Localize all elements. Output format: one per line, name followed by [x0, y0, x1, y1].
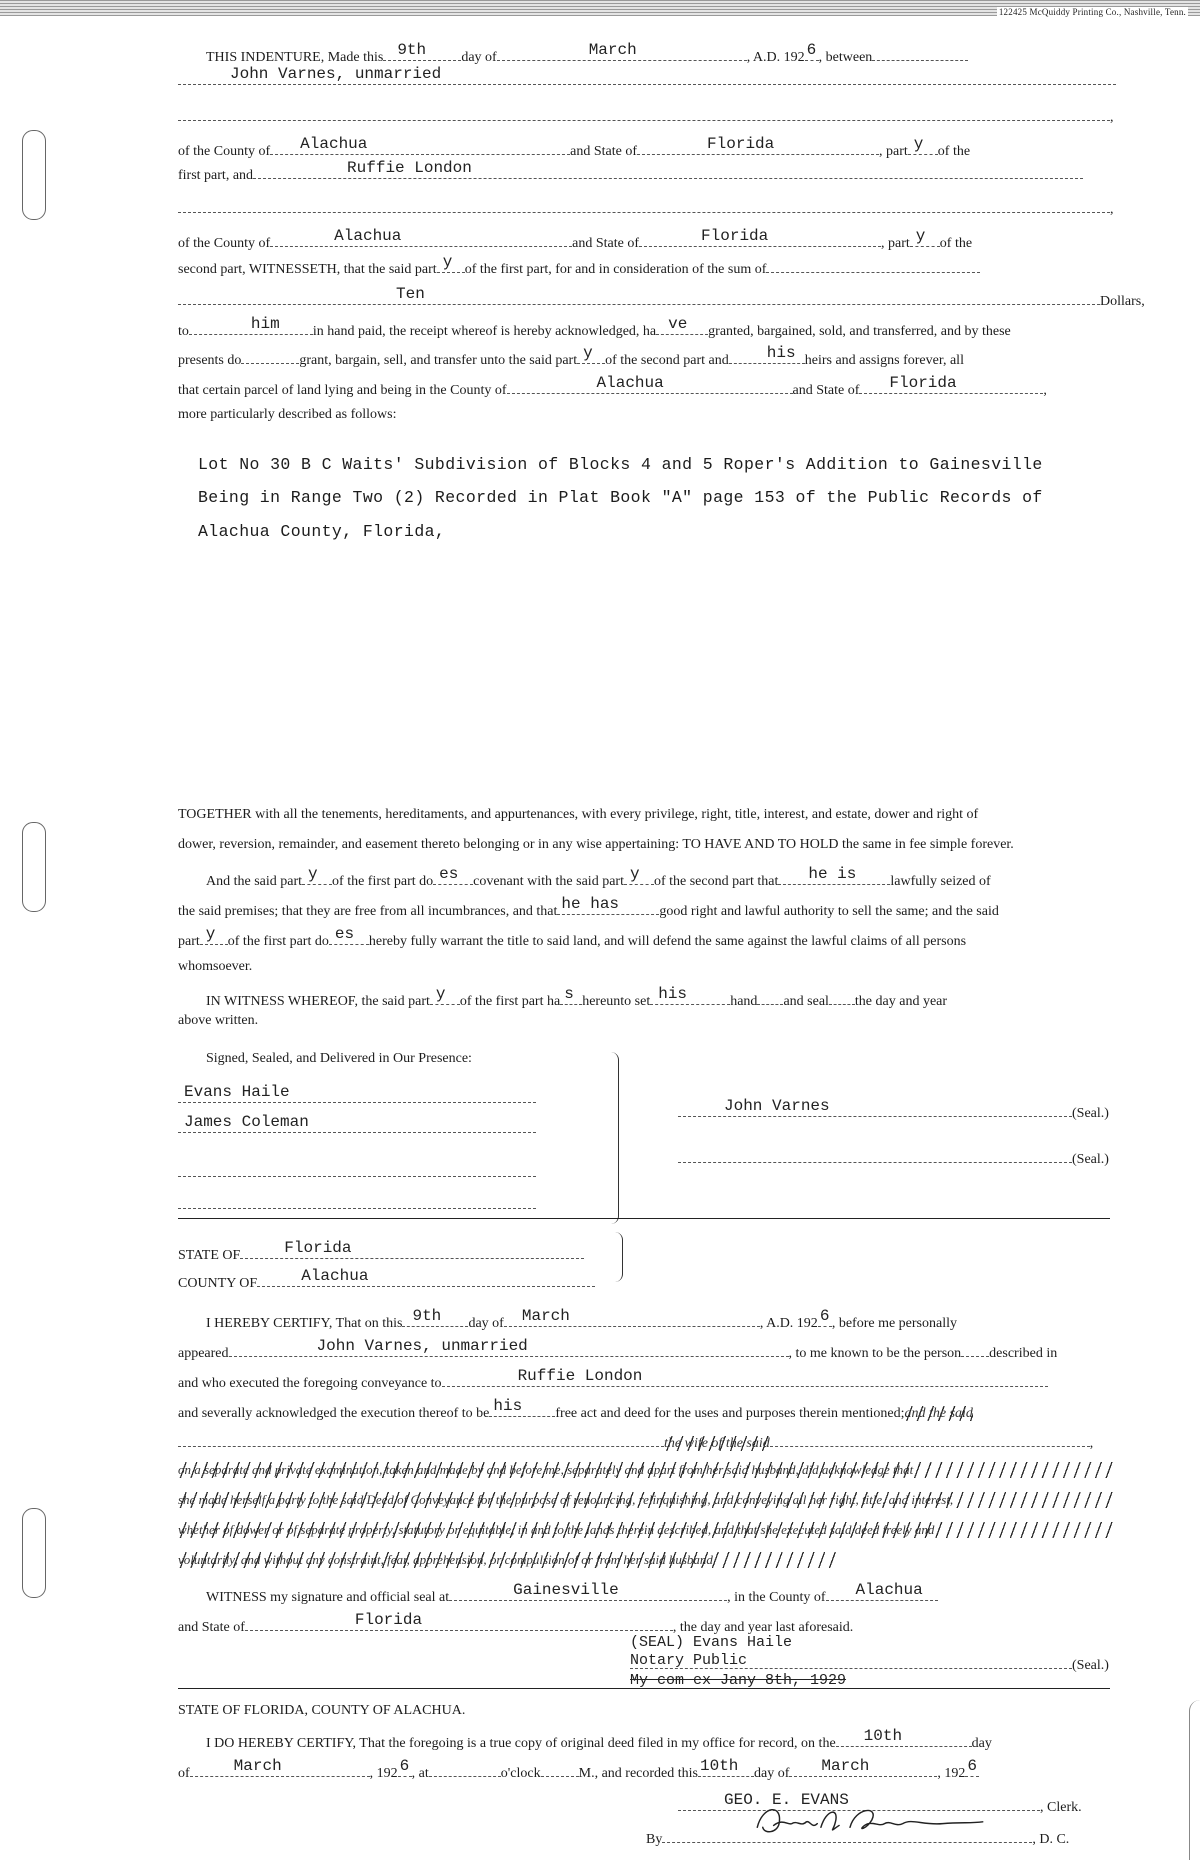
certify-text: I HEREBY CERTIFY, That on this	[206, 1316, 403, 1331]
premises-text: the said premises; that they are free from all incumbrances, and that	[178, 904, 558, 919]
record-day2: 10th	[699, 1757, 739, 1775]
grantee-line	[178, 159, 1083, 183]
of-the-label: of the	[939, 236, 973, 251]
appeared-line	[178, 1337, 1058, 1361]
record-heading: STATE OF FLORIDA, COUNTY OF ALACHUA.	[178, 1703, 466, 1718]
by-label: By	[646, 1832, 663, 1847]
indenture-label: THIS INDENTURE, Made this	[206, 50, 384, 65]
and-state-label: and State of	[570, 144, 638, 159]
legal-description-line: Alachua County, Florida,	[198, 522, 446, 541]
whomsoever-label: whomsoever.	[178, 959, 253, 974]
at-label: , at	[411, 1766, 429, 1781]
record-month2: March	[821, 1757, 870, 1775]
day-year-text: , the day and year last aforesaid.	[672, 1620, 854, 1635]
to-label: to	[178, 324, 189, 339]
covenant-text: And the said part	[206, 874, 303, 889]
witness-signature-line	[178, 1113, 536, 1134]
recorded-text: M., and recorded this	[578, 1766, 698, 1781]
receipt-line	[178, 315, 1011, 339]
ack-place: Gainesville	[513, 1581, 619, 1599]
parcel-line: that certain parcel of land lying and being in the County of Alachua and State of Florida ,	[178, 374, 1047, 398]
party-label: , part	[879, 144, 908, 159]
has-suffix: s	[564, 985, 574, 1003]
deed-month: March	[588, 41, 637, 59]
record-day: 10th	[863, 1727, 903, 1745]
presents-line	[178, 344, 964, 368]
page-curl-edge	[1189, 1700, 1200, 1860]
and-state-label: and State of	[572, 236, 640, 251]
section-rule	[178, 1688, 1110, 1689]
ack-state: Florida	[284, 1239, 352, 1257]
witness-text: IN WITNESS WHEREOF, the said part	[206, 994, 430, 1009]
day-of-label: day of	[461, 50, 497, 65]
executed-text: and who executed the foregoing conveyance to	[178, 1376, 442, 1391]
witness-signature-line	[178, 1160, 536, 1178]
ha-suffix: ve	[668, 315, 688, 333]
ack-year: 6	[819, 1307, 830, 1325]
deputy-clerk-signature	[745, 1800, 995, 1840]
county-of-label: COUNTY OF	[178, 1276, 258, 1291]
binder-hole	[22, 822, 46, 912]
dollars-label: Dollars,	[1100, 294, 1145, 309]
deed-day: 9th	[397, 41, 427, 59]
first-county-line: of the County of Alachua and State of Florida , part y of the	[178, 135, 971, 159]
legal-description-line: Lot No 30 B C Waits' Subdivision of Blocks 4 and 5 Roper's Addition to Gainesville	[198, 455, 1043, 474]
witness-text: hand	[730, 994, 758, 1009]
ack-state-line	[178, 1239, 584, 1263]
seal-label: (Seal.)	[1072, 1152, 1109, 1167]
he-has: he has	[561, 895, 620, 913]
day-of-label: day of	[468, 1316, 504, 1331]
party-suffix: y	[308, 865, 318, 883]
part-label: part	[178, 934, 200, 949]
of-label: of	[178, 1766, 190, 1781]
struck-wife-text: the wife of the said	[664, 1436, 770, 1451]
party-suffix: y	[583, 344, 593, 362]
struck-wife-line: the wife of the said ,	[178, 1430, 1093, 1448]
does-suffix: es	[439, 865, 459, 883]
witness-name: James Coleman	[184, 1113, 309, 1131]
witness-seal-text: WITNESS my signature and official seal at	[206, 1590, 450, 1605]
before-text: , before me personally	[831, 1316, 957, 1331]
parcel-state: Florida	[889, 374, 957, 392]
ack-county2: Alachua	[855, 1581, 923, 1599]
described-text: described in	[989, 1346, 1058, 1361]
blank-line: ,	[178, 196, 1114, 214]
ack-month: March	[521, 1307, 570, 1325]
and-state-label: and State of	[792, 383, 860, 398]
witness-text: of the first part ha	[459, 994, 561, 1009]
witness-text: and seal	[783, 994, 829, 1009]
second-state: Florida	[701, 227, 769, 245]
record-year2: 6	[967, 1757, 977, 1775]
seal-label: (Seal.)	[1072, 1106, 1109, 1121]
record-year: 6	[399, 1757, 410, 1775]
printer-imprint: 122425 McQuiddy Printing Co., Nashville, Tenn.	[998, 7, 1186, 17]
ad-label: , A.D. 192	[759, 1316, 818, 1331]
consideration-sum: Ten	[396, 285, 425, 303]
heirs-text: heirs and assigns forever, all	[804, 353, 964, 368]
grantor-signature-line	[678, 1097, 1109, 1121]
heirs-his: his	[766, 344, 796, 362]
indenture-line	[206, 41, 968, 65]
witness-text: hereunto set	[582, 994, 651, 1009]
witness-signature-line	[178, 1083, 536, 1104]
in-county-text: , in the County of	[727, 1590, 826, 1605]
to-whom: him	[250, 315, 280, 333]
deed-year: 6	[806, 41, 817, 59]
seal-label: (Seal.)	[1072, 1658, 1109, 1673]
day-of-label: day of	[753, 1766, 790, 1781]
party-suffix: y	[915, 227, 926, 245]
presents-text: presents do	[178, 353, 242, 368]
notary-seal-name: (SEAL) Evans Haile	[630, 1634, 793, 1651]
second-county-line: of the County of Alachua and State of Florida , part y of the	[178, 227, 973, 251]
witness-seal-line	[206, 1581, 938, 1605]
witnesseth-line	[178, 253, 980, 277]
and-state-label: and State of	[178, 1620, 245, 1635]
warrant-text: hereby fully warrant the title to said land, and will defend the same against the lawful claims of all persons	[368, 934, 967, 949]
party-label: , part	[881, 236, 910, 251]
binder-hole	[22, 130, 46, 220]
party-suffix: y	[442, 253, 453, 271]
good-right-text: good right and lawful authority to sell the same; and the said	[659, 904, 999, 919]
day-label: day	[971, 1736, 992, 1751]
covenant-text: covenant with the said part	[473, 874, 624, 889]
struck-dower-clause: she made herself a party to the said Deed of Conveyance for the purpose of renouncing, relinquishing, and conveying all her right, title, and interest,	[178, 1492, 1114, 1508]
of-the-label: of the	[937, 144, 971, 159]
second-part-and: of the second part and	[605, 353, 729, 368]
clerk-name: GEO. E. EVANS	[724, 1791, 849, 1809]
particular-label: more particularly described as follows:	[178, 407, 397, 422]
covenant-text: of the first part do	[332, 874, 434, 889]
party-suffix: y	[629, 865, 640, 883]
and-state-line	[178, 1611, 854, 1635]
witness-whereof-line	[206, 985, 948, 1009]
certify-line	[206, 1307, 957, 1331]
ack-day: 9th	[412, 1307, 442, 1325]
together-clause: dower, reversion, remainder, and easement thereto belonging or in any wise appertaining: TO HAVE AND TO HOLD the same in fee simple forever.	[178, 837, 1014, 852]
year-label: , 192	[369, 1766, 398, 1781]
warrant-text: of the first part do	[227, 934, 329, 949]
ack-state2: Florida	[354, 1611, 423, 1629]
sum-line	[178, 285, 1145, 309]
notary-commission: My com ex Jany 8th, 1929	[630, 1672, 847, 1689]
struck-dower-clause: whether of dower or of separate property, statutory or equitable, in and to the lands therein described, and that she executed said deed freely and	[178, 1522, 1114, 1538]
dc-label: , D. C.	[1032, 1832, 1070, 1847]
witness-name: Evans Haile	[184, 1083, 290, 1101]
executed-line	[178, 1367, 1048, 1391]
witnesseth-text: second part, WITNESSETH, that the said part	[178, 262, 437, 277]
blank-line: ,	[178, 104, 1114, 122]
covenant-line	[206, 865, 991, 889]
notary-line	[630, 1652, 1109, 1673]
party-suffix: y	[913, 135, 924, 153]
section-rule	[178, 1218, 1110, 1219]
grantee-name: Ruffie London	[347, 159, 472, 177]
oclock-label: o'clock	[500, 1766, 541, 1781]
legal-description-line: Being in Range Two (2) Recorded in Plat Book "A" page 153 of the Public Records of	[198, 488, 1043, 507]
parcel-county: Alachua	[596, 374, 664, 392]
witness-brace	[608, 1052, 619, 1224]
ack-county-line	[178, 1267, 595, 1291]
consideration-text: of the first part, for and in consideration of the sum of	[464, 262, 767, 277]
severally-text: and severally acknowledged the execution thereof to be	[178, 1406, 490, 1421]
covenant-text: of the second part that	[653, 874, 779, 889]
grant-clause: grant, bargain, sell, and transfer unto the said part	[299, 353, 578, 368]
grantor-signature: John Varnes	[724, 1097, 830, 1115]
struck-dower-clause: voluntarily, and without any constraint, fear, apprehension, or compulsion of or from her said husband.	[178, 1552, 838, 1568]
granted-text: granted, bargained, sold, and transferred, and by these	[708, 324, 1011, 339]
warrant-line	[178, 925, 967, 949]
ack-person: John Varnes, unmarried	[316, 1337, 528, 1355]
covenant-text: lawfully seized of	[890, 874, 991, 889]
struck-tail: and the said	[904, 1406, 973, 1421]
above-written: above written.	[178, 1013, 259, 1028]
record-month: March	[233, 1757, 282, 1775]
state-of-label: STATE OF	[178, 1248, 241, 1263]
grantor-name: John Varnes, unmarried	[230, 65, 442, 83]
severally-line	[178, 1397, 973, 1421]
witness-signature-line	[178, 1192, 536, 1210]
record-date-line	[178, 1757, 979, 1781]
first-part-label: first part, and	[178, 168, 254, 183]
grantor-line	[178, 65, 1116, 86]
appeared-label: appeared	[178, 1346, 229, 1361]
premises-line	[178, 895, 999, 919]
signed-heading: Signed, Sealed, and Delivered in Our Presence:	[206, 1051, 472, 1066]
year-label: , 192	[937, 1766, 966, 1781]
state-brace	[612, 1232, 623, 1282]
printer-header-band	[0, 0, 1200, 24]
first-state: Florida	[707, 135, 775, 153]
second-county: Alachua	[334, 227, 402, 245]
free-act-text: free act and deed for the uses and purposes therein mentioned;	[555, 1406, 905, 1421]
notary-title: Notary Public	[630, 1652, 748, 1669]
ack-grantee: Ruffie London	[517, 1367, 643, 1385]
first-county: Alachua	[300, 135, 368, 153]
hand-his: his	[658, 985, 688, 1003]
clerk-label: , Clerk.	[1040, 1800, 1082, 1815]
parcel-text: that certain parcel of land lying and being in the County of	[178, 383, 507, 398]
together-clause: TOGETHER with all the tenements, hereditaments, and appurtenances, with every privilege, right, title, interest, and estate, dower and right of	[178, 807, 979, 822]
struck-dower-clause: on a separate and private examination, taken and made by and before me, separately and apart from her said husband, did acknowledge that	[178, 1462, 1114, 1478]
he-is: he is	[808, 865, 857, 883]
party-suffix: y	[205, 925, 216, 943]
ad-label: , A.D. 192	[746, 50, 805, 65]
ack-his: his	[493, 1397, 523, 1415]
record-certify-text: I DO HEREBY CERTIFY, That the foregoing is a true copy of original deed filed in my office for record, on the	[206, 1736, 836, 1751]
witness-text: the day and year	[854, 994, 948, 1009]
between-label: , between	[818, 50, 873, 65]
party-suffix: y	[435, 985, 446, 1003]
binder-hole	[22, 1508, 46, 1598]
record-certify-line	[206, 1727, 992, 1751]
ack-county: Alachua	[301, 1267, 369, 1285]
known-text: , to me known to be the person	[788, 1346, 962, 1361]
seal-line	[678, 1146, 1109, 1167]
does-suffix: es	[334, 925, 355, 943]
hand-paid-text: in hand paid, the receipt whereof is hereby acknowledged, ha	[312, 324, 657, 339]
